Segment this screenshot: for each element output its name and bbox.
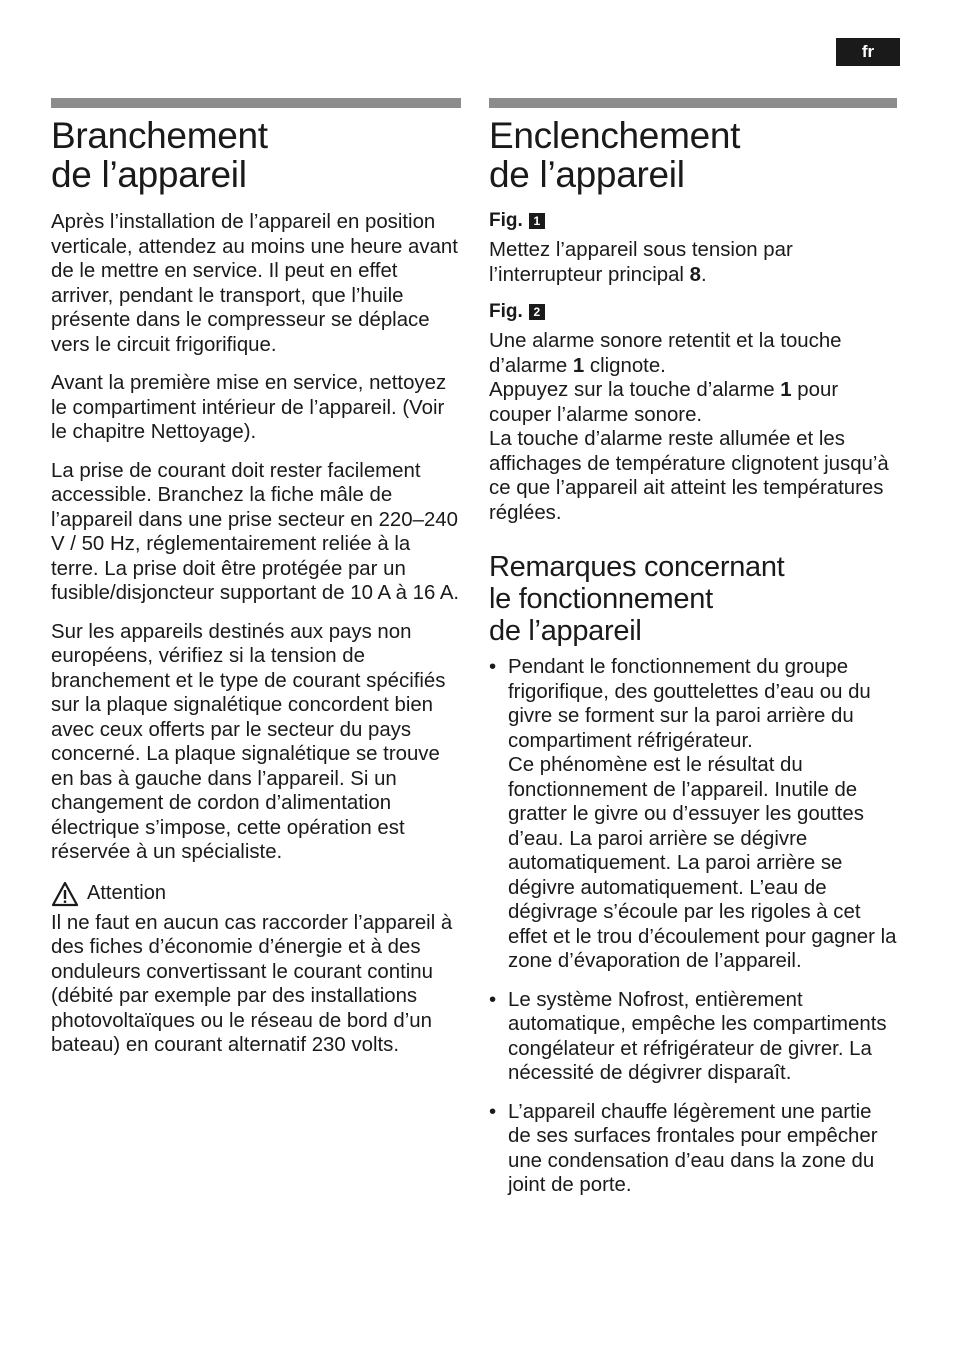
- warning-triangle-icon: [51, 881, 79, 907]
- paragraph: Avant la première mise en service, nettoyez le compartiment intérieur de l’appareil. (Voir le chapitre Nettoyage).: [51, 372, 447, 443]
- list-item: • Pendant le fonctionnement du groupe frigorifique, des gouttelettes d’eau ou du givre se forment sur la paroi arrière du compartiment réfrigérateur. Ce phénomène est le résultat du fonctionnement de l’appareil. Inutile de gratter le givre ou d’essuyer les gouttes d’eau. La paroi arrière se dégivre automatiquement. La paroi arrière se dégivre automatiquement. L’eau de dégivrage s’écoule par les rigoles à cet effet et le trou d’écoulement pour gagner la zone d’évaporation de l’appareil.: [489, 655, 897, 974]
- figure-label-1: Fig. 1: [489, 210, 897, 232]
- left-column: [51, 98, 461, 1058]
- section-bar-right: [489, 98, 897, 108]
- heading-enclenchement: Enclenchement de l’appareil: [489, 115, 741, 195]
- subheading-remarques: Remarques concernant le fonctionnement de l’appareil: [489, 551, 785, 647]
- attention-text: Il ne faut en aucun cas raccorder l’appareil à des fiches d’économie d’énergie et à des onduleurs convertissant le courant continu (débité par exemple par des installations photovoltaïques ou le réseau de bord d’un bateau) en courant alternatif 230 volts.: [51, 911, 453, 1056]
- fig2-text-3: La touche d’alarme reste allumée et les affichages de température clignotent jusqu’à ce que l’appareil ait atteint les températures réglées.: [489, 428, 889, 524]
- attention-label: Attention: [87, 882, 166, 904]
- heading-branchement: Branchement de l’appareil: [51, 115, 268, 195]
- paragraph: La prise de courant doit rester facilement accessible. Branchez la fiche mâle de l’appareil dans une prise secteur en 220–240 V / 50 Hz, réglementairement reliée à la terre. La prise doit être protégée par un fusible/disjoncteur supportant de 10 A à 16 A.: [51, 459, 460, 604]
- paragraph: Sur les appareils destinés aux pays non européens, vérifiez si la tension de branchement et le type de courant spécifiés sur la plaque signalétique concordent bien avec ceux offerts par le secteur du pays concerné. La plaque signalétique se trouve en bas à gauche dans l’appareil. Si un changement de cordon d’alimentation électrique s’impose, cette opération est réservée à un spécialiste.: [51, 620, 446, 863]
- remarks-list: [489, 655, 897, 1198]
- list-item: • Le système Nofrost, entièrement automatique, empêche les compartiments congélateur et réfrigérateur de givrer. La nécessité de dégivrer disparaît.: [489, 988, 897, 1086]
- section-bar-left: [51, 98, 461, 108]
- fig2-text-2: Appuyez sur la touche d’alarme 1 pour couper l’alarme sonore.: [489, 379, 839, 426]
- figure-number-2: 2: [529, 304, 545, 320]
- figure-label-2: Fig. 2: [489, 301, 897, 323]
- attention-header: [51, 881, 461, 907]
- paragraph: Après l’installation de l’appareil en position verticale, attendez au moins une heure avant de le mettre en service. Il peut en effet arriver, pendant le transport, que l’huile présente dans le compresseur se déplace vers le circuit frigorifique.: [51, 211, 458, 356]
- list-item: • L’appareil chauffe légèrement une partie de ses surfaces frontales pour empêcher une condensation d’eau dans la zone du joint de porte.: [489, 1100, 897, 1198]
- language-tab: fr: [836, 38, 900, 66]
- fig2-text-1: Une alarme sonore retentit et la touche d’alarme 1 clignote.: [489, 330, 842, 377]
- figure-number-1: 1: [529, 213, 545, 229]
- fig1-text: Mettez l’appareil sous tension par l’interrupteur principal 8.: [489, 239, 793, 286]
- right-column: [489, 98, 897, 1212]
